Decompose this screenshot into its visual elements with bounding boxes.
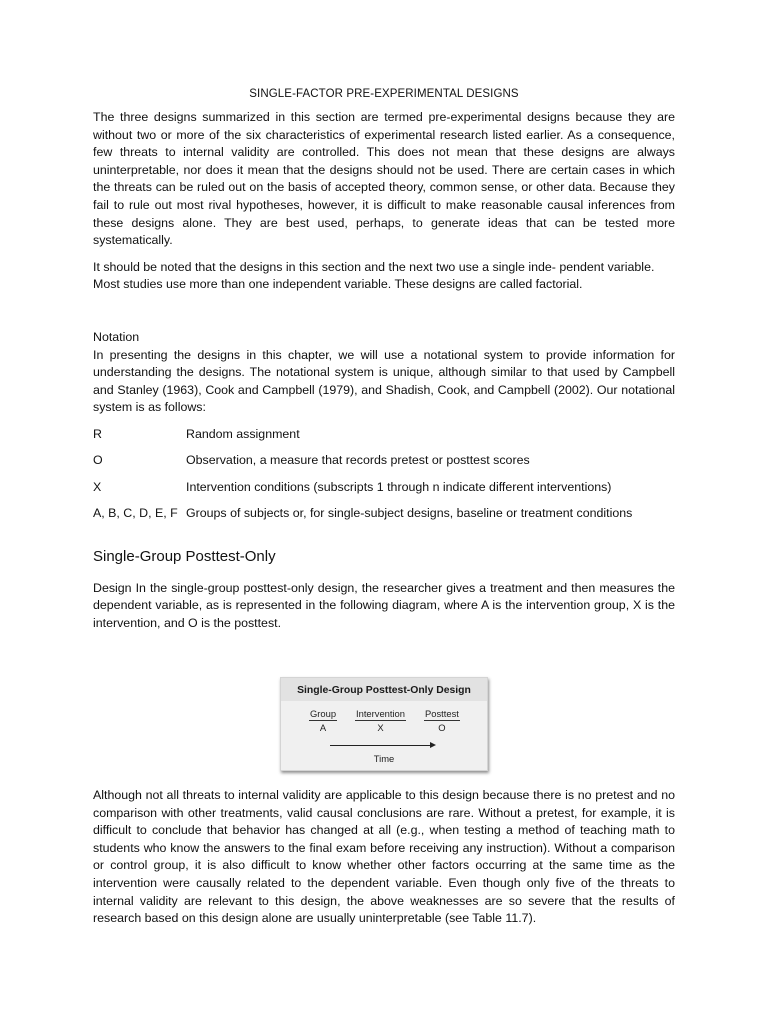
notation-definition: Intervention conditions (subscripts 1 through n indicate different interventions) [186,479,612,494]
notation-definition: Observation, a measure that records pretest or posttest scores [186,453,530,468]
diagram-column-label: Posttest [425,708,459,719]
notation-symbol: A, B, C, D, E, F [93,506,178,521]
notation-row [93,479,675,497]
threats-paragraph: Although not all threats to internal validity are applicable to this design because there is no pretest and no comparison with other treatments, valid causal conclusions are rare. Without a pretest, for example, it is difficult to conclude that behavior has changed at all (e.g., when testing a method of teaching math to students who know the answers to the final exam before receiving any instruction). Without a comparison or control group, it is also difficult to know whether other factors occurring at the same time as the intervention were causally related to the dependent variable. Even though only five of the threats to internal validity are relevant to this design, the above weaknesses are so severe that the results of research based on this design alone are usually uninterpretable (see Table 11.7). [93,788,675,926]
diagram-column-value: A [319,722,327,733]
document-body [93,88,675,632]
diagram-column-group [309,708,337,733]
diagram-axis-label: Time [373,753,395,764]
diagram-column-intervention [355,708,406,733]
design-diagram [280,677,488,771]
time-arrow-icon [330,745,434,746]
diagram-column-value: O [438,722,446,733]
notation-row [93,505,675,523]
diagram-column-value: X [377,722,384,733]
section-heading: Single-Group Posttest-Only [93,547,276,565]
diagram-title: Single-Group Posttest-Only Design [281,678,487,701]
notation-symbol: R [93,426,102,441]
diagram-column-label: Group [310,708,337,719]
page-title: SINGLE-FACTOR PRE-EXPERIMENTAL DESIGNS [249,88,519,100]
diagram-column-posttest [424,708,460,733]
notation-symbol: O [93,453,103,468]
intro-paragraph: The three designs summarized in this section are termed pre-experimental designs because they are without two or more of the six characteristics of experimental research listed earlier. As a consequence, few threats to internal validity are controlled. This does not mean that these designs are always uninterpretable, nor does it mean that the designs should not be used. There are certain cases in which the threats can be ruled out on the basis of accepted theory, common sense, or other data. Because they fail to rule out most rival hypotheses, however, it is difficult to make reasonable causal inferences from these designs alone. They are best used, perhaps, to generate ideas that can be tested more systematically. [93,110,675,248]
notation-row [93,426,675,444]
factorial-paragraph: It should be noted that the designs in this section and the next two use a single inde- pendent variable. Most studies use more than one independent variable. These designs are called factorial. [93,259,655,292]
notation-paragraph: In presenting the designs in this chapter, we will use a notational system to provide information for understanding the designs. The notational system is unique, although similar to that used by Campbell and Stanley (1963), Cook and Campbell (1979), and Shadish, Cook, and Campbell (2002). Our notational system is as follows: [93,347,675,415]
design-paragraph: Design In the single-group posttest-only design, the researcher gives a treatment and then measures the dependent variable, as is represented in the following diagram, where A is the intervention group, X is the intervention, and O is the posttest. [93,580,675,630]
notation-list [93,426,675,523]
notation-definition: Random assignment [186,426,300,441]
diagram-column-label: Intervention [356,708,405,719]
notation-symbol: X [93,479,102,494]
notation-heading: Notation [93,329,140,344]
notation-row [93,452,675,470]
notation-definition: Groups of subjects or, for single-subject designs, baseline or treatment conditions [186,506,633,521]
